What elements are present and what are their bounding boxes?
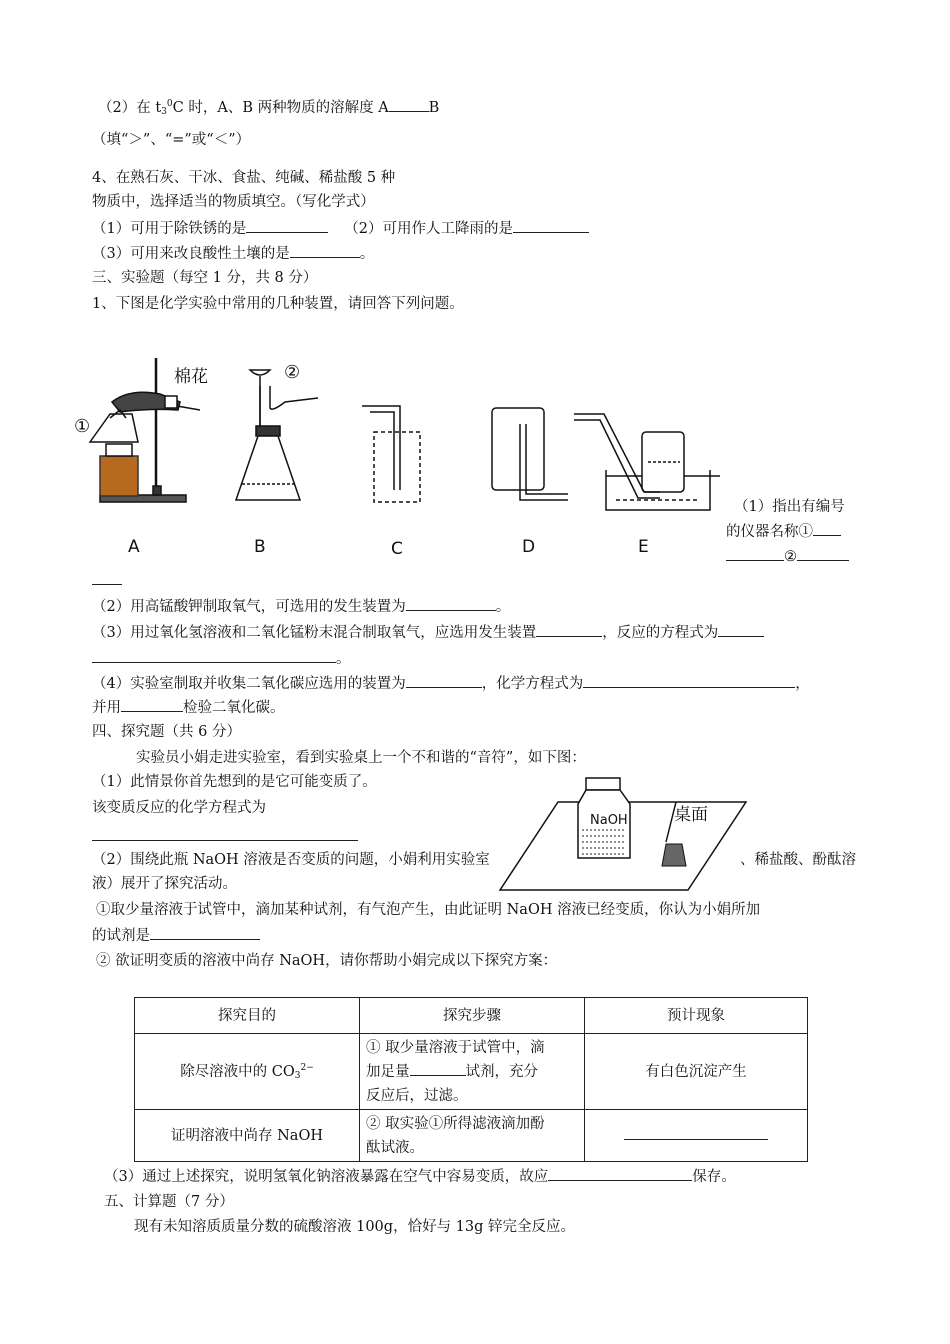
bottle-label: NaOH	[590, 813, 628, 828]
apparatus-e	[574, 414, 720, 510]
side-q1-line1: （1）指出有编号	[734, 499, 845, 515]
table-cell: 除尽溶液中的 $CO_3^{2-}$	[135, 1034, 360, 1110]
section3-title: 三、实验题（每空 1 分，共 8 分）	[92, 270, 318, 286]
apparatus-c	[362, 406, 420, 502]
answer-blank[interactable]	[410, 1061, 466, 1076]
answer-blank[interactable]	[246, 218, 328, 233]
section3-q2: （2）用高锰酸钾制取氧气，可选用的发生装置为 。	[92, 596, 510, 617]
answer-blank[interactable]	[513, 218, 589, 233]
answer-blank[interactable]	[548, 1166, 692, 1181]
answer-blank[interactable]	[583, 673, 795, 688]
answer-blank[interactable]	[406, 596, 496, 611]
table-row	[135, 1110, 808, 1162]
answer-blank[interactable]	[536, 622, 602, 637]
answer-blank[interactable]	[150, 925, 260, 940]
answer-blank[interactable]	[624, 1125, 768, 1140]
q2-hint: （填“＞”、“=”或“＜”）	[92, 132, 251, 148]
section3-q4-cont: 并用 检验二氧化碳。	[92, 697, 285, 718]
section5-text: 现有未知溶质质量分数的硫酸溶液 100g，恰好与 13g 锌完全反应。	[134, 1219, 576, 1235]
table-header-row	[135, 998, 808, 1034]
bottle-desk-figure	[498, 774, 748, 892]
label-circle2: ②	[284, 362, 301, 383]
table-row	[135, 1034, 808, 1110]
answer-blank[interactable]	[92, 826, 358, 841]
apparatus-b	[236, 370, 318, 500]
q2-line: （2）在 $t_3^0C$ 时，A、B 两种物质的溶解度 A B	[98, 99, 440, 117]
apparatus-label-e: E	[638, 537, 649, 557]
desk-label: 桌面	[674, 805, 708, 825]
answer-blank[interactable]	[121, 697, 183, 712]
answer-blank[interactable]	[406, 673, 482, 688]
answer-blank[interactable]	[92, 648, 336, 663]
q4-line1: 4、在熟石灰、干冰、食盐、纯碱、稀盐酸 5 种	[92, 170, 396, 186]
answer-blank[interactable]	[813, 521, 841, 536]
section3-q4: （4）实验室制取并收集二氧化碳应选用的装置为 ，化学方程式为 ，	[92, 673, 810, 694]
answer-blank[interactable]	[726, 546, 784, 561]
answer-blank[interactable]	[290, 243, 360, 258]
table-cell: ② 取实验①所得滤液滴加酚 酞试液。	[360, 1110, 585, 1162]
q4-line2: 物质中，选择适当的物质填空。（写化学式）	[92, 194, 375, 210]
section4-q1: （1）此情景你首先想到的是它可能变质了。	[92, 774, 377, 790]
answer-blank[interactable]	[797, 546, 849, 561]
apparatus-label-a: A	[128, 537, 140, 557]
answer-blank[interactable]	[389, 97, 429, 112]
answer-blank[interactable]	[718, 622, 764, 637]
label-cotton: 棉花	[174, 367, 208, 387]
table-header: 探究目的	[135, 998, 360, 1034]
table-cell	[585, 1110, 808, 1162]
section4-title: 四、探究题（共 6 分）	[92, 724, 241, 740]
section4-q2-line1: （2）围绕此瓶 NaOH 溶液是否变质的问题，小娟利用实验室	[92, 852, 490, 868]
side-q1-line2: 的仪器名称①	[726, 521, 841, 542]
section4-q2-line2: 液）展开了探究活动。	[92, 876, 237, 892]
table-header: 探究步骤	[360, 998, 585, 1034]
section3-q3-cont: 。	[92, 648, 351, 669]
apparatus-label-c: C	[391, 539, 403, 559]
side-q1-line4	[92, 570, 122, 591]
side-q1-line3: ②	[726, 546, 849, 567]
section4-q2-line1-tail: 、稀盐酸、酚酞溶	[740, 852, 856, 868]
section3-q1-intro: 1、下图是化学实验中常用的几种装置，请回答下列问题。	[92, 296, 464, 312]
label-circle1: ①	[74, 416, 91, 437]
section4-intro: 实验员小娟走进实验室，看到实验桌上一个不和谐的“音符”，如下图：	[136, 750, 586, 766]
q4-part1-2: （1）可用于除铁锈的是 （2）可用作人工降雨的是	[92, 218, 589, 239]
section4-s2: ② 欲证明变质的溶液中尚存 NaOH，请你帮助小娟完成以下探究方案：	[96, 953, 558, 969]
apparatus-d	[492, 408, 568, 500]
apparatus-label-b: B	[254, 537, 266, 557]
section4-s1-line1: ①取少量溶液于试管中，滴加某种试剂，有气泡产生，由此证明 NaOH 溶液已经变质，你认为小娟所加	[96, 902, 761, 918]
apparatus-label-d: D	[522, 537, 536, 557]
section4-s1-line2: 的试剂是	[92, 925, 260, 946]
section5-title: 五、计算题（7 分）	[104, 1194, 234, 1210]
table-cell: ① 取少量溶液于试管中，滴 加足量 试剂，充分 反应后，过滤。	[360, 1034, 585, 1110]
table-cell: 有白色沉淀产生	[585, 1034, 808, 1110]
q4-part3: （3）可用来改良酸性土壤的是 。	[92, 243, 374, 264]
table-cell: 证明溶液中尚存 NaOH	[135, 1110, 360, 1162]
section4-q3: （3）通过上述探究，说明氢氧化钠溶液暴露在空气中容易变质，故应 保存。	[104, 1166, 736, 1187]
bottle-stopper	[662, 844, 686, 866]
section4-q1b: 该变质反应的化学方程式为	[92, 800, 266, 816]
table-header: 预计现象	[585, 998, 808, 1034]
apparatus-figure	[60, 350, 730, 560]
section3-q3: （3）用过氧化氢溶液和二氧化锰粉末混合制取氧气，应选用发生装置 ，反应的方程式为	[92, 622, 764, 643]
answer-blank[interactable]	[92, 570, 122, 585]
section4-q1-blank	[92, 826, 358, 847]
inquiry-table	[134, 997, 808, 1162]
